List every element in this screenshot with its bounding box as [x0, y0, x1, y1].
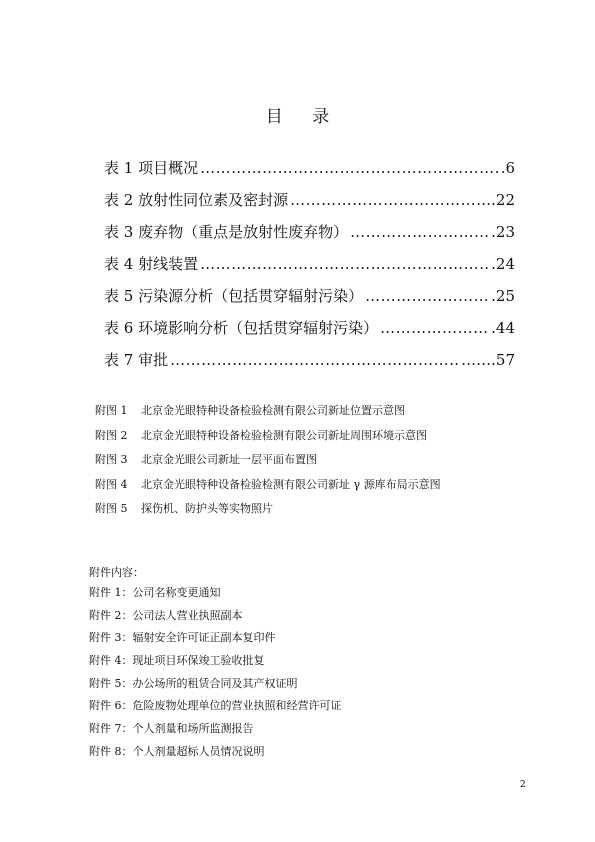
figure-title: 北京金光眼特种设备检验检测有限公司新址位置示意图 — [141, 404, 405, 417]
page-title: 目 录 — [265, 107, 342, 127]
toc-label: 表 5 污染源分析（包括贯穿辐射污染） — [104, 287, 364, 305]
figure-item — [95, 424, 525, 449]
toc-entry-4[interactable] — [104, 248, 515, 280]
toc-leader-dots — [200, 152, 500, 184]
figure-item — [95, 448, 525, 473]
figure-label: 附图 3 — [95, 453, 128, 467]
attachment-item: 附件 7：个人剂量和场所监测报告 — [89, 722, 254, 736]
toc-page-number: .23 — [491, 223, 515, 241]
toc-label: 表 7 审批 — [104, 351, 169, 369]
toc-link-2[interactable] — [104, 184, 515, 216]
toc-label: 表 2 放射性同位素及密封源 — [104, 191, 289, 209]
figure-label: 附图 1 — [95, 404, 128, 417]
figure-item — [95, 473, 525, 498]
toc-label: 表 6 环境影响分析（包括贯穿辐射污染） — [104, 319, 379, 337]
toc-link-7[interactable] — [104, 344, 515, 376]
figure-title: 北京金光眼特种设备检验检测有限公司新址周围环境示意图 — [141, 428, 427, 442]
figure-title: 北京金光眼特种设备检验检测有限公司新址 γ 源库布局示意图 — [141, 477, 441, 491]
toc-page-number: .22 — [491, 191, 515, 209]
toc-leader-dots — [170, 344, 460, 376]
attachment-item: 附件 8：个人剂量超标人员情况说明 — [89, 744, 265, 758]
toc-leader-dots — [290, 184, 490, 216]
toc-page-number: .25 — [491, 287, 515, 305]
attachment-item: 附件 1：公司名称变更通知 — [89, 586, 221, 599]
toc-link-6[interactable] — [104, 312, 515, 344]
toc-page-number: .6 — [500, 159, 515, 177]
toc-link-5[interactable] — [104, 280, 515, 312]
toc-leader-dots — [200, 248, 490, 280]
toc-page-number: .44 — [491, 319, 515, 337]
toc-leader-dots — [380, 312, 490, 344]
toc-link-4[interactable] — [104, 248, 515, 280]
attachment-list — [89, 582, 509, 764]
toc-entry-6[interactable] — [104, 312, 515, 344]
toc-leader-dots — [365, 280, 490, 312]
toc-entry-1[interactable] — [104, 152, 515, 184]
figure-label: 附图 5 — [95, 502, 128, 516]
toc-entry-5[interactable] — [104, 280, 515, 312]
figure-item — [95, 399, 525, 424]
figure-label: 附图 4 — [95, 477, 128, 491]
attachment-item: 附件 6：危险废物处理单位的营业执照和经营许可证 — [89, 699, 342, 713]
toc-entry-7[interactable] — [104, 344, 515, 376]
toc-link-3[interactable] — [104, 216, 515, 248]
figure-item — [95, 497, 525, 522]
attachment-item: 附件 2：公司法人营业执照副本 — [89, 608, 243, 622]
toc-entry-3[interactable] — [104, 216, 515, 248]
page-number: 2 — [520, 780, 526, 790]
figure-title: 探伤机、防护头等实物照片 — [141, 502, 273, 516]
toc-page-number: …….57 — [461, 351, 515, 369]
figure-title: 北京金光眼公司新址一层平面布置图 — [141, 453, 317, 467]
attachments-heading: 附件内容： — [89, 566, 144, 579]
toc-leader-dots — [350, 216, 490, 248]
attachment-item: 附件 4：现址项目环保竣工验收批复 — [89, 654, 265, 668]
toc-label: 表 4 射线装置 — [104, 255, 199, 273]
attachment-item: 附件 3：辐射安全许可证正副本复印件 — [89, 631, 276, 645]
toc-label: 表 1 项目概况 — [104, 159, 199, 177]
figure-list — [95, 399, 525, 522]
toc-page-number: .24 — [491, 255, 515, 273]
table-of-contents — [104, 152, 515, 376]
toc-link-1[interactable] — [104, 152, 515, 184]
figure-label: 附图 2 — [95, 428, 128, 442]
toc-label: 表 3 废弃物（重点是放射性废弃物） — [104, 223, 349, 241]
toc-entry-2[interactable] — [104, 184, 515, 216]
attachment-item: 附件 5：办公场所的租赁合同及其产权证明 — [89, 676, 298, 690]
